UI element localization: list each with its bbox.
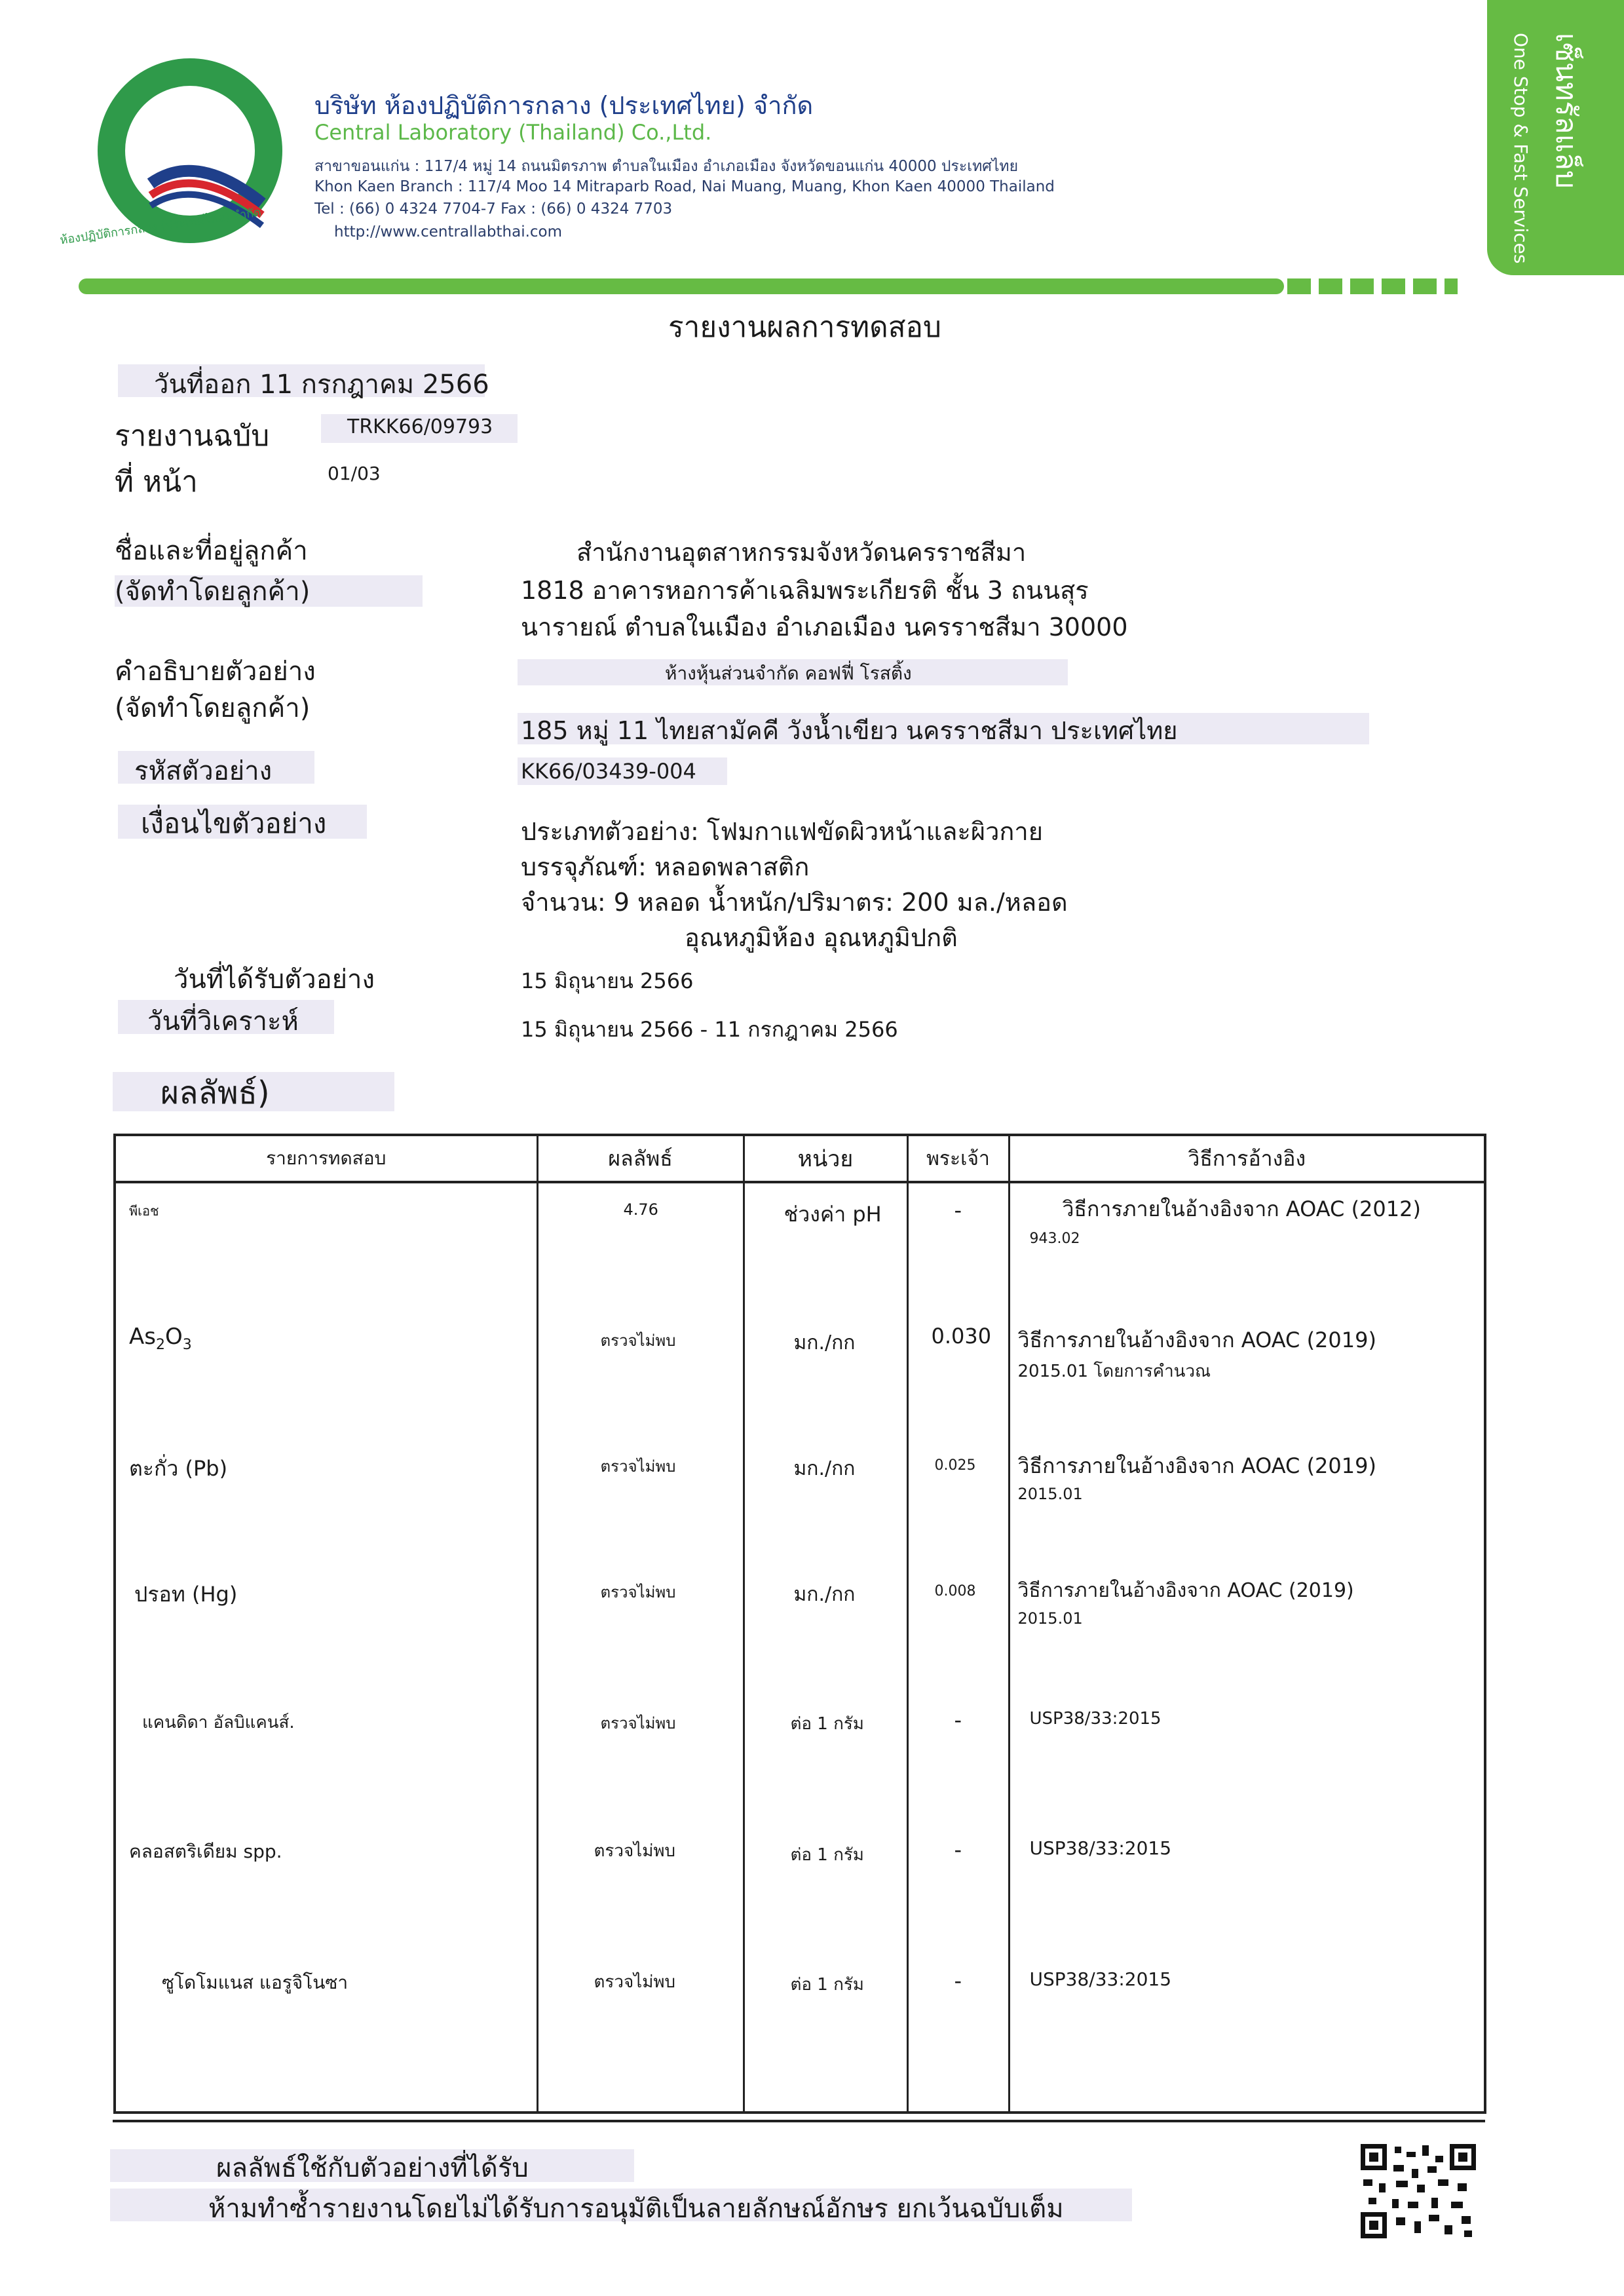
analysis-date-label: วันที่วิเคราะห์ (147, 1006, 299, 1037)
service-tab-th: เซ็นทรัลแล็บ (1549, 33, 1583, 189)
test-unit: มก./กก (793, 1457, 856, 1480)
test-result: ตรวจไม่พบ (600, 1583, 676, 1601)
test-unit: ต่อ 1 กรัม (790, 1845, 864, 1865)
test-item: ตะกั่ว (Pb) (129, 1456, 228, 1481)
received-date: 15 มิถุนายน 2566 (521, 968, 694, 993)
col-header-lod: พระเจ้า (907, 1135, 1009, 1182)
report-no: TRKK66/09793 (347, 415, 493, 438)
test-result: ตรวจไม่พบ (594, 1841, 676, 1861)
test-item: ซูโดโมแนส แอรูจิโนซา (162, 1972, 349, 1993)
analysis-date: 15 มิถุนายน 2566 - 11 กรกฎาคม 2566 (521, 1017, 898, 1042)
table-row (115, 1837, 1485, 1968)
report-no-label: รายงานฉบับ (115, 419, 270, 453)
test-method: วิธีการภายในอ้างอิงจาก AOAC (2019) (1017, 1328, 1376, 1352)
test-lod: - (954, 1198, 962, 1223)
branch-address-th: สาขาขอนแก่น : 117/4 หมู่ 14 ถนนมิตรภาพ ตำบลในเมือง อำเภอเมือง จังหวัดขอนแก่น 40000 ประเทศไทย (314, 158, 1019, 175)
footer-note-1: ผลลัพธ์ใช้กับตัวอย่างที่ได้รับ (216, 2153, 529, 2183)
sample-condition-2: บรรจุภัณฑ์: หลอดพลาสติก (521, 852, 810, 881)
test-method-ref: 943.02 (1029, 1231, 1080, 1247)
test-lod: 0.008 (934, 1583, 976, 1599)
table-row (115, 1313, 1485, 1444)
test-method: วิธีการภายในอ้างอิงจาก AOAC (2019) (1017, 1453, 1376, 1478)
sample-desc-label-note: (จัดทำโดยลูกค้า) (115, 693, 311, 723)
col-header-method: วิธีการอ้างอิง (1009, 1135, 1485, 1182)
test-method-ref: 2015.01 (1017, 1485, 1083, 1503)
table-row (115, 1968, 1485, 2113)
sample-desc-1: ห้างหุ้นส่วนจำกัด คอฟฟี่ โรสติ้ง (665, 662, 912, 684)
customer-name: สำนักงานอุตสาหกรรมจังหวัดนครราชสีมา (576, 538, 1027, 567)
sample-condition-3: จำนวน: 9 หลอด น้ำหนัก/ปริมาตร: 200 มล./หลอด (521, 888, 1068, 917)
table-row (115, 1444, 1485, 1575)
test-unit: มก./กก (793, 1331, 856, 1354)
report-title: รายงานผลการทดสอบ (668, 311, 941, 344)
received-date-label: วันที่ได้รับตัวอย่าง (174, 965, 375, 995)
test-method: USP38/33:2015 (1029, 1837, 1172, 1859)
test-item: $As_2O_3$ (129, 1324, 192, 1353)
test-result: ตรวจไม่พบ (600, 1331, 676, 1350)
test-method: วิธีการภายในอ้างอิงจาก AOAC (2012) (1062, 1196, 1421, 1221)
footer-note-2: ห้ามทำซ้ำรายงานโดยไม่ได้รับการอนุมัติเป็นลายลักษณ์อักษร ยกเว้นฉบับเต็ม (208, 2194, 1064, 2224)
test-unit: ช่วงค่า pH (784, 1202, 882, 1227)
results-label: ผลลัพธ์) (161, 1075, 270, 1111)
company-name-th: บริษัท ห้องปฏิบัติการกลาง (ประเทศไทย) จำกัด (314, 91, 814, 120)
sample-condition-1: ประเภทตัวอย่าง: โฟมกาแฟขัดผิวหน้าและผิวกาย (521, 817, 1044, 846)
test-lod: 0.025 (934, 1457, 976, 1474)
table-row (115, 1575, 1485, 1706)
test-method: USP38/33:2015 (1029, 1709, 1161, 1729)
customer-address-1: 1818 อาคารหอการค้าเฉลิมพระเกียรติ ชั้น 3 ถนนสุร (521, 576, 1089, 605)
sample-condition-4: อุณหภูมิห้อง อุณหภูมิปกติ (685, 923, 958, 952)
results-table (113, 1134, 1486, 2114)
test-unit: ต่อ 1 กรัม (790, 1975, 864, 1995)
branch-address-en: Khon Kaen Branch : 117/4 Moo 14 Mitraparb Road, Nai Muang, Muang, Khon Kaen 40000 Thailand (314, 178, 1055, 195)
footer-divider (113, 2120, 1485, 2122)
test-lod: 0.030 (931, 1324, 992, 1349)
table-row (115, 1182, 1485, 1313)
website-link[interactable]: http://www.centrallabthai.com (334, 223, 563, 240)
qr-code (1359, 2143, 1477, 2240)
test-result: ตรวจไม่พบ (600, 1457, 676, 1476)
customer-address-2: นารายณ์ ตำบลในเมือง อำเภอเมือง นครราชสีมา 30000 (521, 613, 1128, 641)
issue-date: วันที่ออก 11 กรกฎาคม 2566 (154, 370, 489, 400)
test-lod: - (954, 1708, 962, 1732)
test-method-ref: 2015.01 (1017, 1609, 1083, 1628)
test-unit: ต่อ 1 กรัม (790, 1714, 864, 1734)
sample-desc-label: คำอธิบายตัวอย่าง (115, 657, 316, 687)
test-method-ref: 2015.01 โดยการคำนวณ (1017, 1362, 1211, 1381)
col-header-test: รายการทดสอบ (115, 1135, 537, 1182)
contact-phone: Tel : (66) 0 4324 7704-7 Fax : (66) 0 4324 7703 (314, 201, 673, 218)
customer-label-note: (จัดทำโดยลูกค้า) (115, 577, 311, 607)
test-item: คลอสตริเดียม spp. (129, 1841, 282, 1862)
company-name-en: Central Laboratory (Thailand) Co.,Ltd. (314, 120, 712, 145)
header-divider (79, 278, 1284, 294)
test-lod: - (954, 1968, 962, 1993)
test-result: 4.76 (623, 1200, 658, 1219)
customer-label: ชื่อและที่อยู่ลูกค้า (115, 536, 308, 566)
page-label: ที่ หน้า (115, 465, 198, 499)
sample-desc-2: 185 หมู่ 11 ไทยสามัคคี วังน้ำเขียว นครราชสีมา ประเทศไทย (521, 716, 1178, 745)
page-number: 01/03 (328, 463, 381, 484)
col-header-result: ผลลัพธ์ (537, 1135, 744, 1182)
test-item: แคนดิดา อัลบิแคนส์. (142, 1713, 295, 1732)
header-divider-dashes (1287, 278, 1458, 294)
test-lod: - (954, 1837, 962, 1862)
sample-condition-label: เงื่อนไขตัวอย่าง (141, 807, 327, 839)
col-header-unit: หน่วย (744, 1135, 907, 1182)
logo-caption: ห้องปฏิบัติการกลาง (ประเทศไทย) จำกัด (59, 205, 263, 248)
test-result: ตรวจไม่พบ (600, 1714, 676, 1732)
test-method: USP38/33:2015 (1029, 1968, 1172, 1990)
table-header-row (115, 1135, 1485, 1182)
test-result: ตรวจไม่พบ (594, 1972, 676, 1992)
table-row (115, 1706, 1485, 1837)
test-method: วิธีการภายในอ้างอิงจาก AOAC (2019) (1017, 1579, 1354, 1602)
sample-code: KK66/03439-004 (521, 759, 696, 784)
test-unit: มก./กก (793, 1583, 856, 1606)
service-tab-en: One Stop & Fast Services (1510, 33, 1532, 264)
sample-code-label: รหัสตัวอย่าง (134, 756, 273, 786)
test-item: ปรอท (Hg) (134, 1582, 238, 1607)
test-item: พีเอช (129, 1203, 159, 1219)
